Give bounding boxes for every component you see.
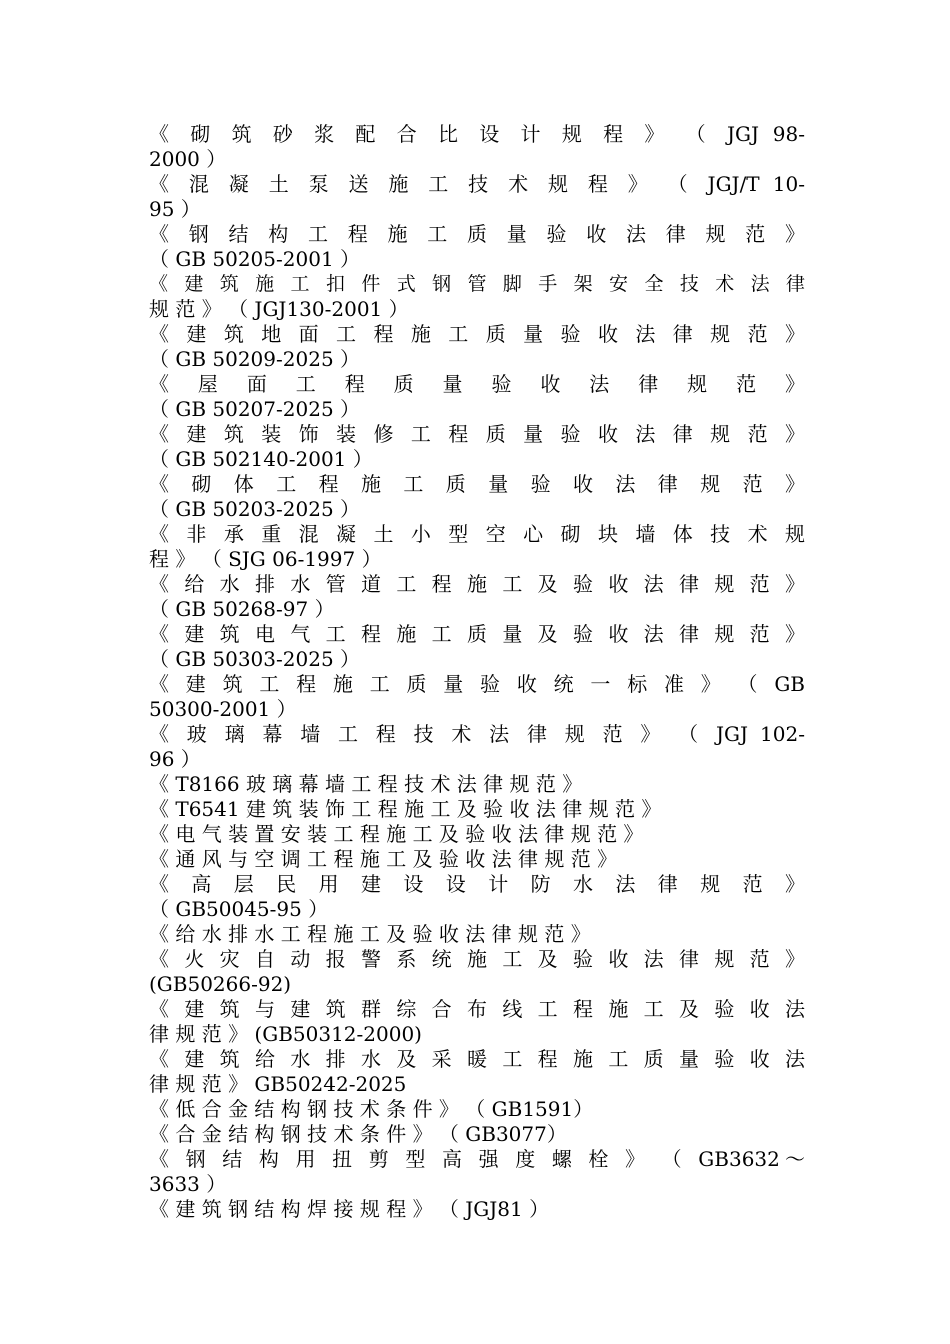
entry-line-1: 《 建 筑 施 工 扣 件 式 钢 管 脚 手 架 安 全 技 术 法 律 (149, 273, 805, 295)
list-item (149, 222, 805, 272)
entry-line-1: 《 砌 体 工 程 施 工 质 量 验 收 法 律 规 范 》 (149, 472, 805, 496)
entry-line-2: （ GB 502140-2001 ） (149, 447, 373, 471)
list-item (149, 722, 805, 772)
entry-line-2: 95 ） (149, 197, 201, 221)
list-item (149, 822, 805, 847)
entry-line-1: 《 合 金 结 构 钢 技 术 条 件 》 （ GB3077） (149, 1122, 567, 1146)
list-item (149, 422, 805, 472)
entry-line-2: 律 规 范 》 GB50242-2025 (149, 1072, 407, 1096)
entry-line-2: （ GB 50203-2025 ） (149, 497, 361, 521)
entry-line-1: 《 建 筑 装 饰 装 修 工 程 质 量 验 收 法 律 规 范 》 (149, 422, 805, 446)
list-item (149, 1147, 805, 1197)
list-item (149, 922, 805, 947)
entry-line-1: 《 建 筑 给 水 排 水 及 采 暖 工 程 施 工 质 量 验 收 法 (149, 1047, 805, 1071)
list-item (149, 997, 805, 1047)
entry-line-1: 《 给 水 排 水 管 道 工 程 施 工 及 验 收 法 律 规 范 》 (149, 572, 805, 596)
entry-line-1: 《 T8166 玻 璃 幕 墙 工 程 技 术 法 律 规 范 》 (149, 772, 583, 796)
entry-line-1: 《 建 筑 工 程 施 工 质 量 验 收 统 一 标 准 》 （ GB (149, 672, 805, 696)
entry-line-2: 3633 ） (149, 1172, 227, 1196)
entry-line-1: 《 给 水 排 水 工 程 施 工 及 验 收 法 律 规 范 》 (149, 922, 591, 946)
entry-line-2: （ GB 50207-2025 ） (149, 397, 361, 421)
entry-line-1: 《 低 合 金 结 构 钢 技 术 条 件 》 （ GB1591） (149, 1097, 594, 1121)
list-item (149, 372, 805, 422)
list-item (149, 1122, 805, 1147)
list-item (149, 272, 805, 322)
entry-line-1: 《 建 筑 电 气 工 程 施 工 质 量 及 验 收 法 律 规 范 》 (149, 622, 805, 646)
entry-line-1: 《 屋 面 工 程 质 量 验 收 法 律 规 范 》 (149, 372, 805, 396)
entry-line-1: 《 混 凝 土 泵 送 施 工 技 术 规 程 》 （ JGJ/T 10- (149, 172, 805, 196)
list-item (149, 1197, 805, 1222)
entry-line-1: 《 玻 璃 幕 墙 工 程 技 术 法 律 规 范 》 （ JGJ 102- (149, 722, 805, 746)
list-item (149, 522, 805, 572)
entry-line-1: 《 建 筑 与 建 筑 群 综 合 布 线 工 程 施 工 及 验 收 法 (149, 997, 805, 1021)
list-item (149, 797, 805, 822)
entry-line-1: 《 建 筑 钢 结 构 焊 接 规 程 》 （ JGJ81 ） (149, 1197, 550, 1221)
list-item (149, 672, 805, 722)
entry-line-1: 《 高 层 民 用 建 设 设 计 防 水 法 律 规 范 》 (149, 872, 805, 896)
entry-line-1: 《 电 气 装 置 安 装 工 程 施 工 及 验 收 法 律 规 范 》 (149, 822, 644, 846)
list-item (149, 322, 805, 372)
entry-line-1: 《 建 筑 地 面 工 程 施 工 质 量 验 收 法 律 规 范 》 (149, 322, 805, 346)
list-item (149, 847, 805, 872)
entry-line-2: 96 ） (149, 747, 201, 771)
entry-line-2: （ GB 50205-2001 ） (149, 247, 361, 271)
entry-line-1: 《 砌 筑 砂 浆 配 合 比 设 计 规 程 》 （ JGJ 98- (149, 122, 805, 146)
entry-line-1: 《 火 灾 自 动 报 警 系 统 施 工 及 验 收 法 律 规 范 》 (149, 947, 805, 971)
list-item (149, 1047, 805, 1097)
list-item (149, 472, 805, 522)
entry-line-1: 《 T6541 建 筑 装 饰 工 程 施 工 及 验 收 法 律 规 范 》 (149, 797, 662, 821)
entry-line-2: （ GB 50268-97 ） (149, 597, 335, 621)
entry-line-2: 50300-2001 ） (149, 697, 297, 721)
standards-list (149, 122, 805, 1222)
entry-line-2: （ GB 50303-2025 ） (149, 647, 361, 671)
list-item (149, 122, 805, 172)
list-item (149, 572, 805, 622)
entry-line-2: 律 规 范 》 (GB50312-2000) (149, 1022, 422, 1046)
entry-line-1: 《 非 承 重 混 凝 土 小 型 空 心 砌 块 墙 体 技 术 规 (149, 522, 805, 546)
list-item (149, 872, 805, 922)
entry-line-1: 《 钢 结 构 工 程 施 工 质 量 验 收 法 律 规 范 》 (149, 222, 805, 246)
entry-line-1: 《 钢 结 构 用 扭 剪 型 高 强 度 螺 栓 》 （ GB3632～ (149, 1147, 805, 1171)
entry-line-2: (GB50266-92) (149, 972, 292, 996)
entry-line-2: 程 》 （ SJG 06-1997 ） (149, 547, 382, 571)
entry-line-2: （ GB 50209-2025 ） (149, 347, 361, 371)
list-item (149, 172, 805, 222)
list-item (149, 947, 805, 997)
list-item (149, 772, 805, 797)
entry-line-1: 《 通 风 与 空 调 工 程 施 工 及 验 收 法 律 规 范 》 (149, 847, 618, 871)
list-item (149, 1097, 805, 1122)
entry-line-2: 规 范 》 （ JGJ130-2001 ） (149, 297, 409, 321)
entry-line-2: （ GB50045-95 ） (149, 897, 329, 921)
list-item (149, 622, 805, 672)
entry-line-2: 2000 ） (149, 147, 227, 171)
